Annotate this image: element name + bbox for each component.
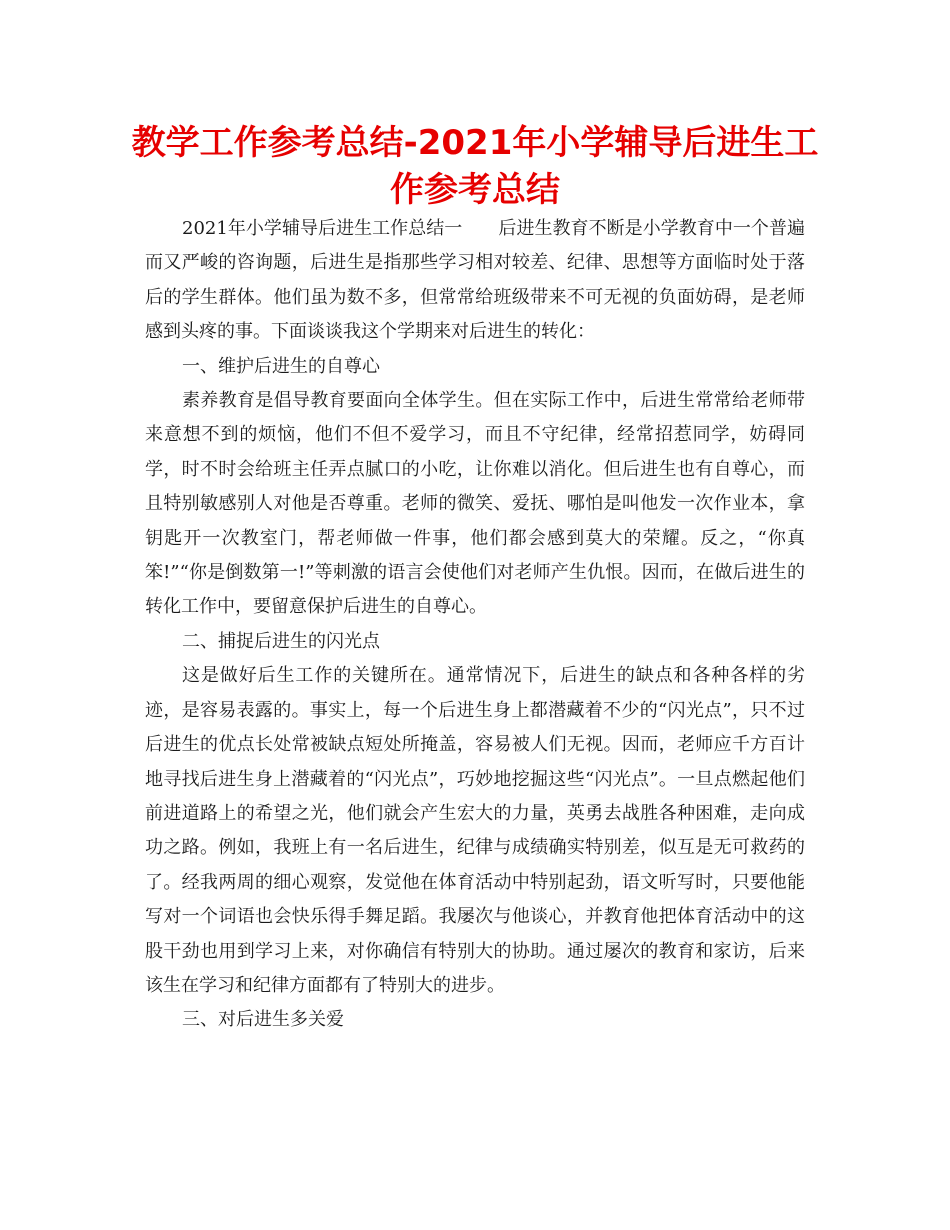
section-paragraph-2: 这是做好后生工作的关键所在。通常情况下，后进生的缺点和各种各样的劣迹，是容易表露的。事实上，每一个后进生身上都潜藏着不少的“闪光点”，只不过后进生的优点长处常被缺点短处所掩盖，容易被人们无视。因而，老师应千方百计地寻找后进生身上潜藏着的“闪光点”，巧妙地挖掘这些“闪光点”。一旦点燃起他们前进道路上的希望之光，他们就会产生宏大的力量，英勇去战胜各种困难，走向成功之路。例如，我班上有一名后进生，纪律与成绩确实特别差，似互是无可救药的了。经我两周的细心观察，发觉他在体育活动中特别起劲，语文听写时，只要他能写对一个词语也会快乐得手舞足蹈。我屡次与他谈心，并教育他把体育活动中的这股干劲也用到学习上来，对你确信有特别大的协助。通过屡次的教育和家访，后来该生在学习和纪律方面都有了特别大的进步。 (145, 665, 805, 996)
intro-paragraph: 2021年小学辅导后进生工作总结一 后进生教育不断是小学教育中一个普遍而又严峻的咨询题，后进生是指那些学习相对较差、纪律、思想等方面临时处于落后的学生群体。他们虽为数不多，但常常给班级带来不可无视的负面妨碍，是老师感到头疼的事。下面谈谈我这个学期来对后进生的转化： (145, 218, 805, 343)
section-heading-2: 二、捕捉后进生的闪光点 (182, 630, 380, 652)
document-title: 教学工作参考总结-2021年小学辅导后进生工作参考总结 (131, 123, 819, 210)
section-paragraph-1: 素养教育是倡导教育要面向全体学生。但在实际工作中，后进生常常给老师带来意想不到的烦恼，他们不但不爱学习，而且不守纪律，经常招惹同学，妨碍同学，时不时会给班主任弄点腻口的小吃，让你难以消化。但后进生也有自尊心，而且特别敏感别人对他是否尊重。老师的微笑、爱抚、哪怕是叫他发一次作业本，拿钥匙开一次教室门，帮老师做一件事，他们都会感到莫大的荣耀。反之，“你真笨!”“你是倒数第一!”等刺激的语言会使他们对老师产生仇恨。因而，在做后进生的转化工作中，要留意保护后进生的自尊心。 (145, 390, 805, 618)
section-heading-1: 一、维护后进生的自尊心 (182, 355, 380, 377)
document-body (145, 212, 805, 1038)
section-heading-3: 三、对后进生多关爱 (182, 1009, 344, 1031)
